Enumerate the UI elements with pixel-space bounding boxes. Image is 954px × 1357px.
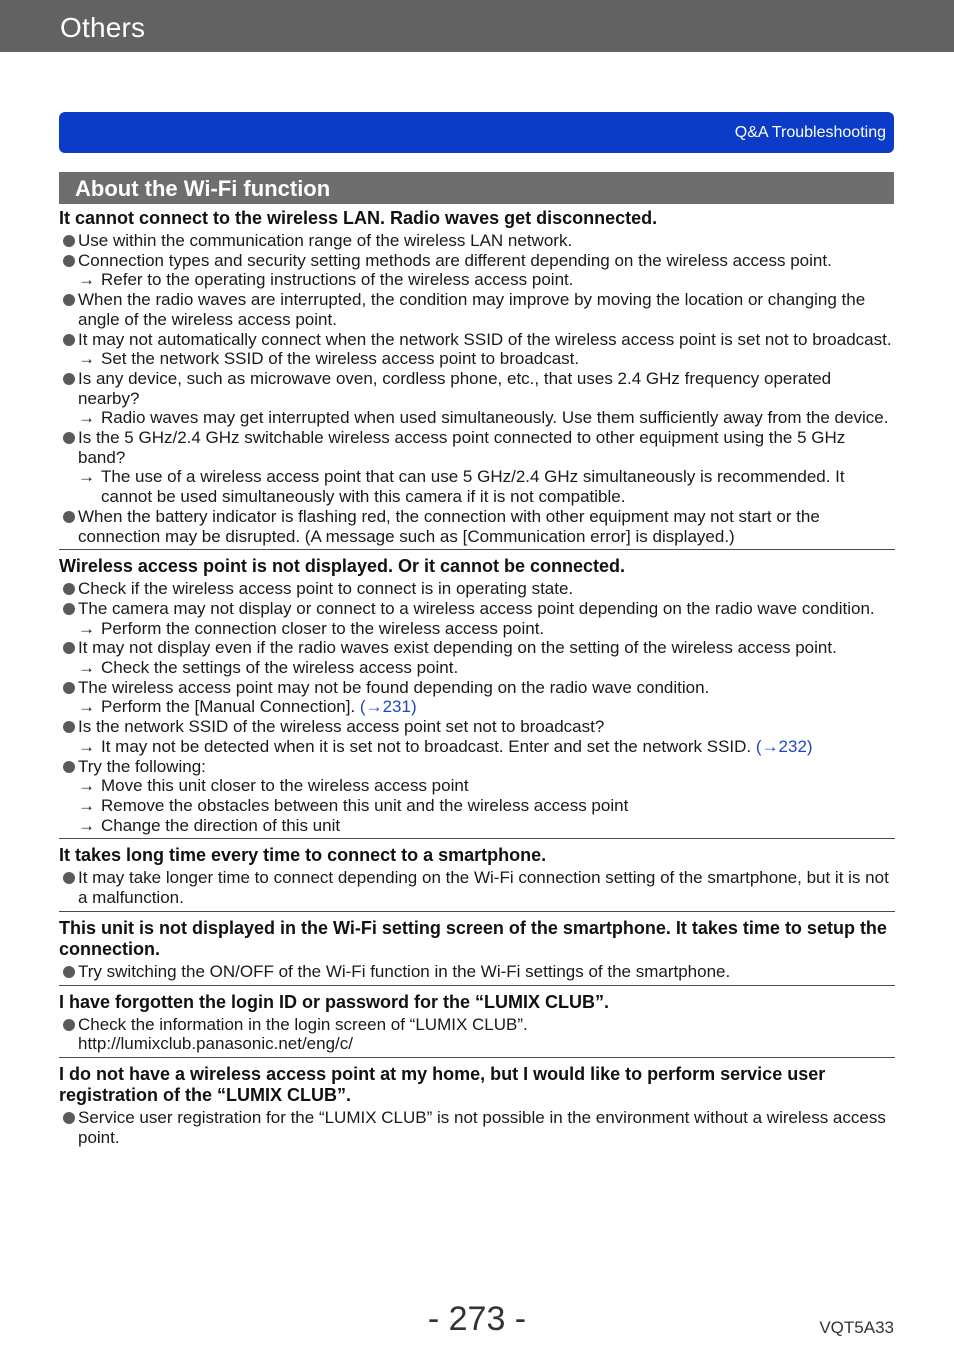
answer-text: Try the following: — [78, 756, 206, 776]
question-title: It takes long time every time to connect to a smartphone. — [59, 845, 547, 866]
bullet-icon — [63, 603, 75, 615]
answer-item — [59, 369, 895, 408]
question-title: I have forgotten the login ID or password for the “LUMIX CLUB”. — [59, 991, 610, 1012]
bullet-icon — [63, 642, 75, 654]
answer-text: The camera may not display or connect to a wireless access point depending on the radio wave condition. — [78, 598, 875, 618]
answer-item — [59, 638, 895, 658]
answer-text: Is the 5 GHz/2.4 GHz switchable wireless access point connected to other equipment using the 5 GHz band? — [78, 428, 846, 467]
qa-block — [59, 839, 895, 911]
arrow-icon: → — [78, 795, 95, 815]
bullet-icon — [63, 294, 75, 306]
remedy-line — [59, 697, 895, 717]
arrow-icon: → — [78, 658, 95, 678]
answer-text: It may not display even if the radio waves exist depending on the setting of the wireless access point. — [78, 638, 837, 658]
remedy-line — [59, 408, 895, 428]
bullet-icon — [63, 255, 75, 267]
answer-text: It may take longer time to connect depending on the Wi-Fi connection setting of the smartphone, but it is not a malfunction. — [78, 868, 889, 908]
qa-block — [59, 912, 895, 986]
question-title: I do not have a wireless access point at my home, but I would like to perform service user registration of the “LUMIX CLUB”. — [59, 1063, 826, 1105]
arrow-icon: → — [78, 408, 95, 428]
answer-item — [59, 1108, 895, 1147]
answer-text: The wireless access point may not be found depending on the radio wave condition. — [78, 677, 710, 697]
arrow-icon: → — [78, 618, 95, 638]
answer-item — [59, 231, 895, 251]
bullet-icon — [63, 1112, 75, 1124]
bullet-icon — [63, 334, 75, 346]
qa-block — [59, 1058, 895, 1150]
remedy-line — [59, 816, 895, 836]
bullet-icon — [63, 373, 75, 385]
page-reference-link[interactable]: (→231) — [359, 697, 417, 717]
section-header — [59, 172, 894, 204]
url-text: http://lumixclub.panasonic.net/eng/c/ — [78, 1034, 353, 1054]
section-banner — [59, 112, 894, 153]
arrow-icon: → — [78, 270, 95, 290]
question-title: This unit is not displayed in the Wi-Fi setting screen of the smartphone. It takes time to setup the connection. — [59, 917, 887, 959]
qa-content — [59, 206, 895, 1150]
bullet-icon — [63, 761, 75, 773]
remedy-text: Change the direction of this unit — [101, 815, 341, 835]
answer-text: When the radio waves are interrupted, the condition may improve by moving the location or changing the angle of the wireless access point. — [78, 290, 866, 329]
bullet-icon — [63, 235, 75, 247]
answer-item — [59, 330, 895, 350]
remedy-line — [59, 270, 895, 290]
answer-text: Service user registration for the “LUMIX CLUB” is not possible in the environment without a wireless access point. — [78, 1107, 886, 1147]
bullet-icon — [63, 721, 75, 733]
top-bar — [0, 0, 954, 52]
remedy-line — [59, 349, 895, 369]
answer-text: Connection types and security setting methods are different depending on the wireless access point. — [78, 250, 832, 270]
remedy-line — [59, 796, 895, 816]
banner-label: Q&A Troubleshooting — [734, 124, 886, 141]
qa-block — [59, 206, 895, 550]
remedy-line — [59, 776, 895, 796]
answer-text: Use within the communication range of the wireless LAN network. — [78, 231, 573, 250]
qa-block — [59, 986, 895, 1058]
answer-text: Check the information in the login screen of “LUMIX CLUB”. — [78, 1014, 528, 1034]
answer-text: It may not automatically connect when the network SSID of the wireless access point is set not to broadcast. — [78, 329, 892, 349]
arrow-icon: → — [78, 815, 95, 835]
page-category-title: Others — [60, 12, 146, 43]
qa-block — [59, 550, 895, 839]
answer-item — [59, 428, 895, 467]
remedy-text: Perform the [Manual Connection]. — [101, 697, 356, 717]
remedy-text: It may not be detected when it is set not to broadcast. Enter and set the network SSID. — [101, 736, 752, 756]
remedy-text: Remove the obstacles between this unit and the wireless access point — [101, 795, 629, 815]
remedy-text: Check the settings of the wireless access point. — [101, 658, 459, 678]
bullet-icon — [63, 511, 75, 523]
answer-item — [59, 717, 895, 737]
arrow-icon: → — [78, 349, 95, 369]
arrow-icon: → — [78, 467, 95, 487]
bullet-icon — [63, 432, 75, 444]
answer-item — [59, 1015, 895, 1035]
page-reference-link[interactable]: (→232) — [755, 736, 813, 756]
bullet-icon — [63, 1019, 75, 1031]
arrow-icon: → — [78, 736, 95, 756]
remedy-line — [59, 658, 895, 678]
remedy-text: Radio waves may get interrupted when used simultaneously. Use them sufficiently away from the device. — [101, 408, 889, 428]
bullet-icon — [63, 682, 75, 694]
answer-text: When the battery indicator is flashing red, the connection with other equipment may not start or the connection may be disrupted. (A message such as [Communication error] is displayed.) — [78, 506, 820, 546]
remedy-text: Perform the connection closer to the wireless access point. — [101, 618, 545, 638]
answer-text: Is the network SSID of the wireless access point set not to broadcast? — [78, 717, 605, 737]
remedy-text: Move this unit closer to the wireless access point — [101, 776, 469, 796]
answer-item — [59, 678, 895, 698]
bullet-icon — [63, 583, 75, 595]
answer-item — [59, 757, 895, 777]
remedy-text: The use of a wireless access point that can use 5 GHz/2.4 GHz simultaneously is recommended. It cannot be used simultaneously with this camera if it is not compatible. — [101, 467, 845, 507]
remedy-line — [59, 467, 895, 506]
answer-item — [59, 599, 895, 619]
remedy-line — [59, 619, 895, 639]
answer-item — [59, 579, 895, 599]
answer-item — [59, 251, 895, 271]
arrow-icon: → — [78, 776, 95, 796]
answer-item — [59, 868, 895, 907]
remedy-text: Refer to the operating instructions of the wireless access point. — [101, 270, 574, 290]
answer-text: Try switching the ON/OFF of the Wi-Fi function in the Wi-Fi settings of the smartphone. — [78, 961, 731, 981]
section-title: About the Wi-Fi function — [75, 176, 331, 201]
answer-text: Is any device, such as microwave oven, cordless phone, etc., that uses 2.4 GHz frequency operated nearby? — [78, 368, 832, 408]
question-title: Wireless access point is not displayed. Or it cannot be connected. — [59, 556, 625, 577]
answer-item — [59, 962, 895, 982]
answer-text: Check if the wireless access point to connect is in operating state. — [78, 579, 574, 599]
question-title: It cannot connect to the wireless LAN. Radio waves get disconnected. — [59, 208, 658, 228]
model-code: VQT5A33 — [819, 1318, 894, 1337]
bullet-icon — [63, 966, 75, 978]
bullet-icon — [63, 872, 75, 884]
remedy-text: Set the network SSID of the wireless access point to broadcast. — [101, 349, 580, 369]
page-number: - 273 - — [427, 1300, 527, 1338]
arrow-icon: → — [78, 697, 95, 717]
answer-item — [59, 290, 895, 329]
answer-item — [59, 507, 895, 546]
remedy-line — [59, 737, 895, 757]
